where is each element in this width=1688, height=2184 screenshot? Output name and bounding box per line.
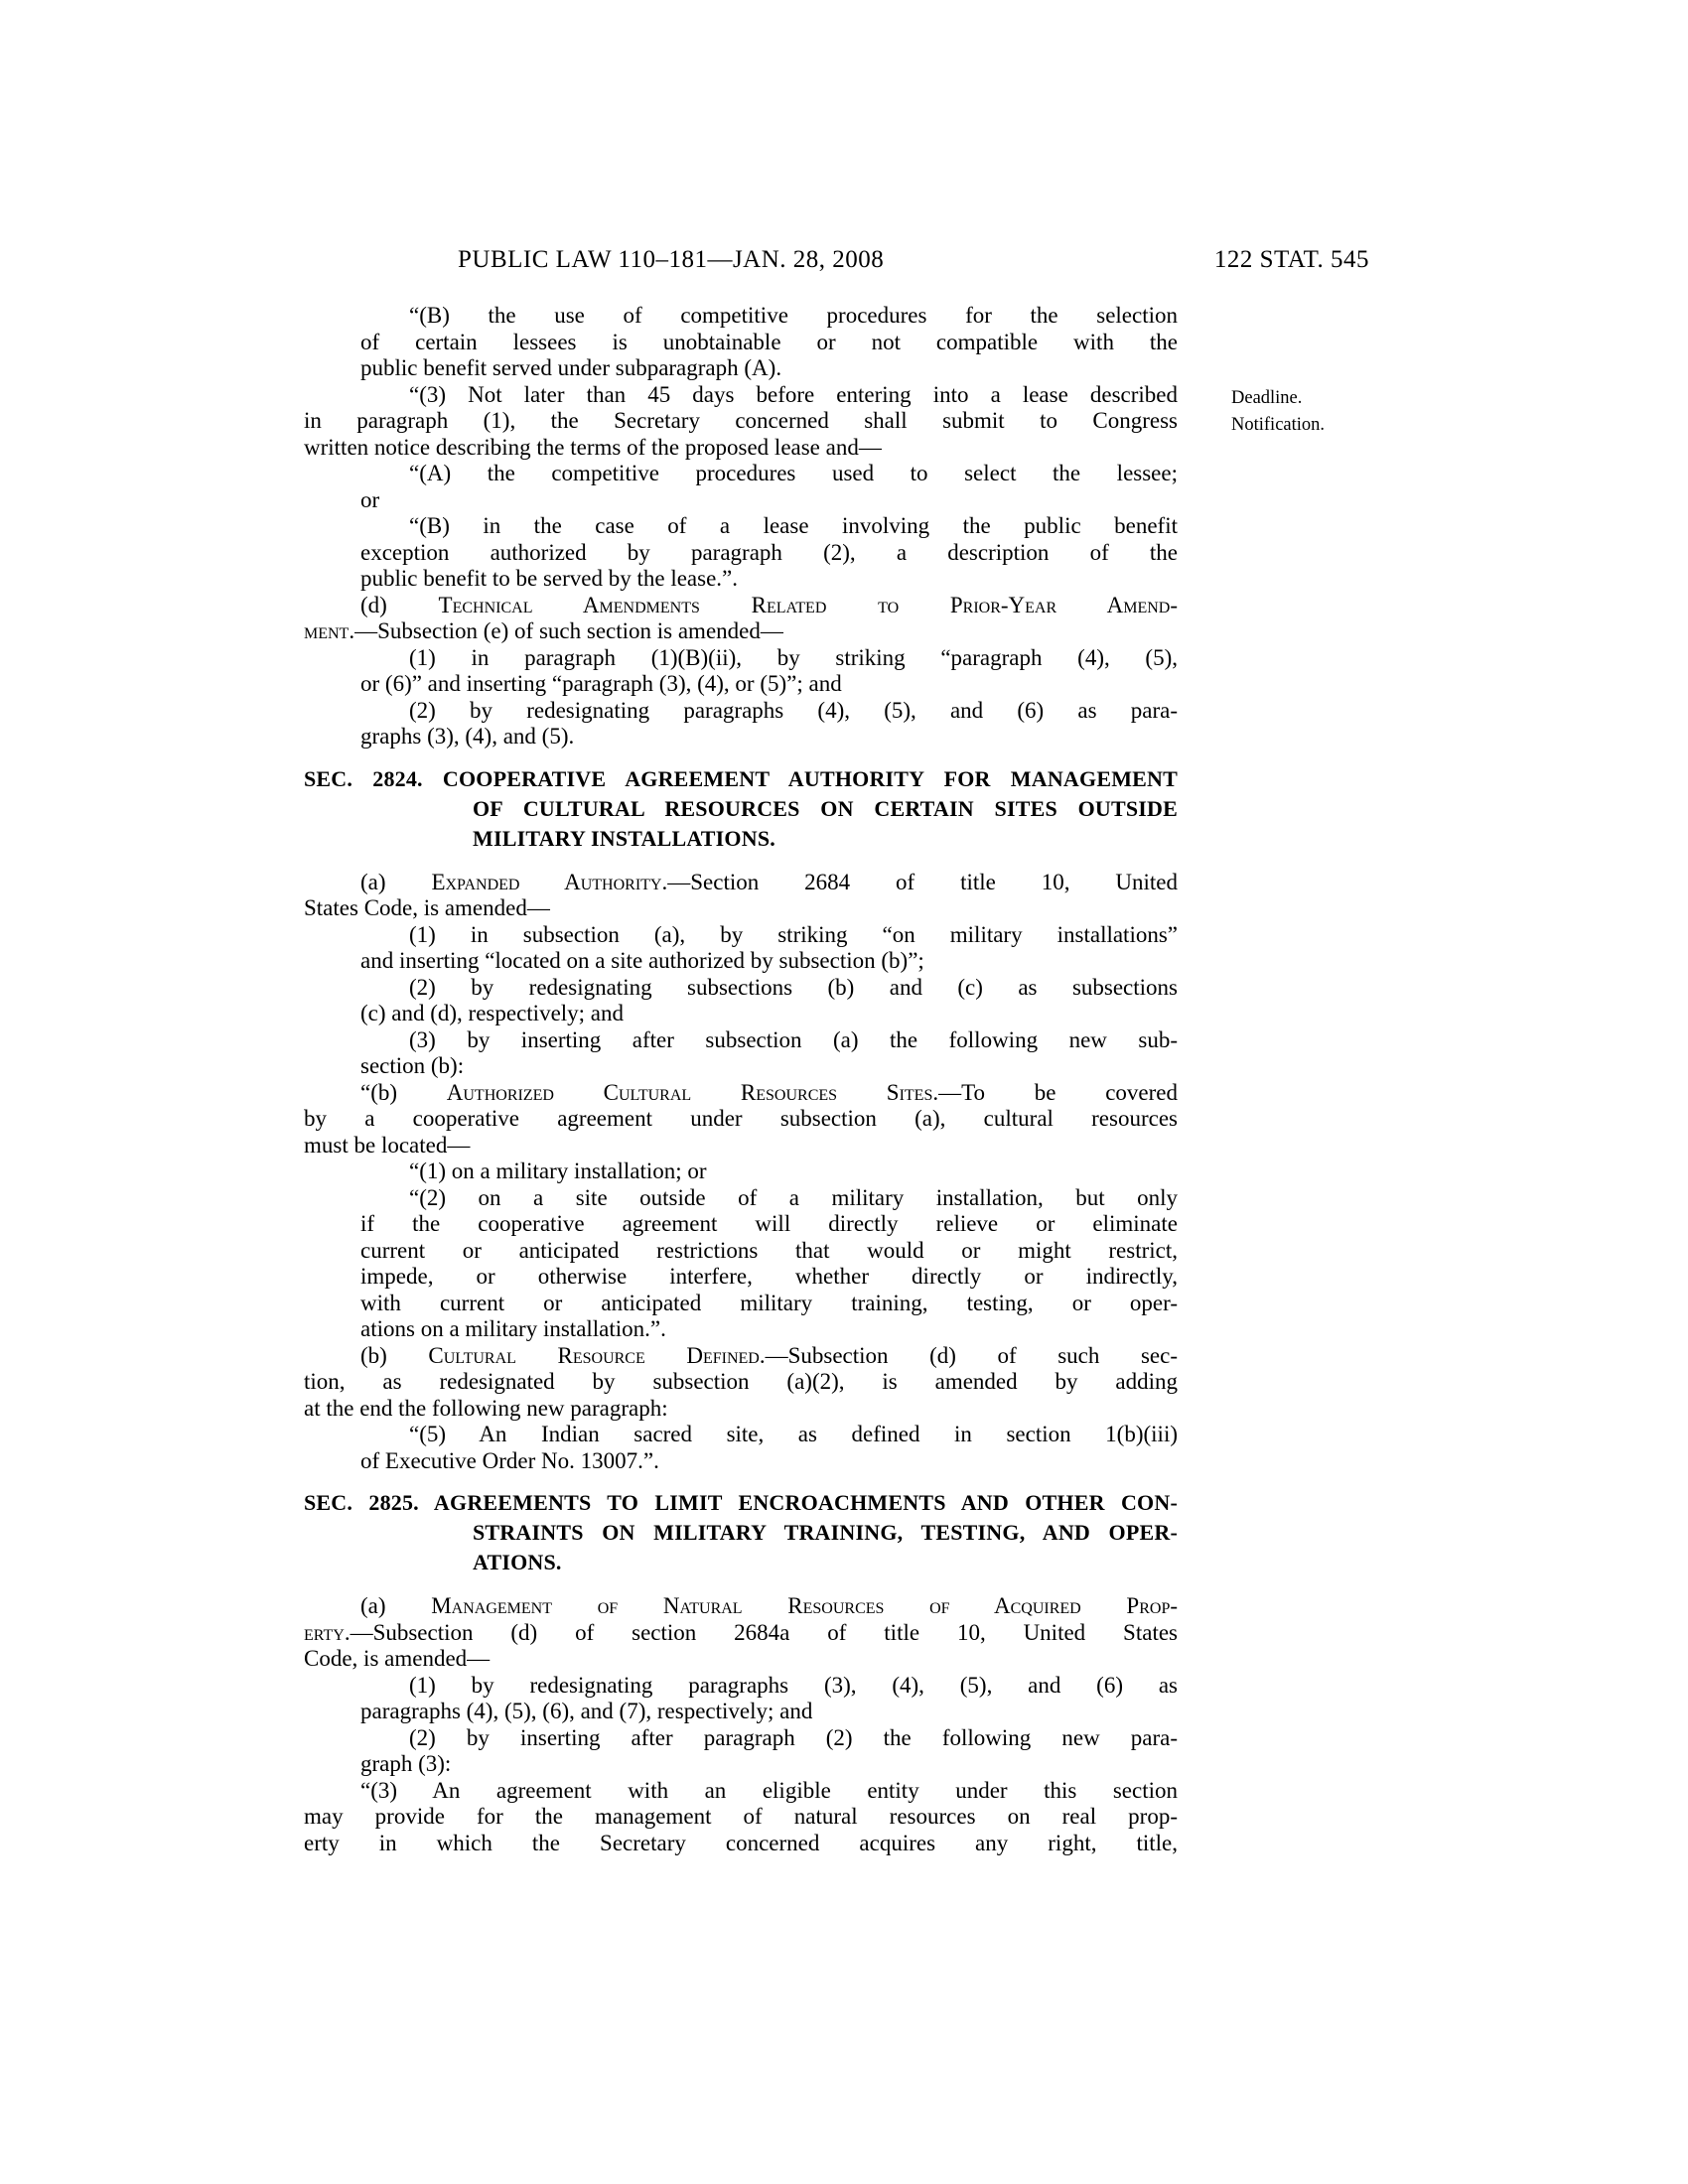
section-heading-line [304, 824, 1178, 854]
text-segment: .—To be covered [932, 1079, 1178, 1105]
text-segment: of Executive Order No. 13007.”. [360, 1447, 659, 1473]
statute-text-line [304, 1211, 1178, 1238]
statute-text-line [304, 1593, 1178, 1620]
text-segment: with current or anticipated military training, testing, or oper- [360, 1290, 1178, 1315]
statute-text-line [304, 1080, 1178, 1107]
statute-text-line [304, 1264, 1178, 1291]
text-segment: or (6)” and inserting “paragraph (3), (4), or (5)”; and [360, 671, 842, 696]
text-segment: (d) [360, 592, 439, 617]
text-segment: graph (3): [360, 1751, 452, 1776]
text-segment: graphs (3), (4), and (5). [360, 724, 575, 749]
statute-text-line [304, 330, 1178, 356]
text-segment: (a) [360, 1593, 432, 1618]
section-heading-line [304, 1548, 1178, 1577]
statute-text-line [304, 922, 1178, 949]
statute-text-line [304, 355, 1178, 382]
statute-text-line [304, 382, 1178, 409]
text-segment: (2) by inserting after paragraph (2) the following new para- [409, 1724, 1178, 1750]
text-segment: ations on a military installation.”. [360, 1316, 666, 1341]
margin-note-notification: Notification. [1231, 414, 1326, 435]
text-segment: “(B) the use of competitive procedures for the selection [409, 303, 1178, 328]
statute-text-line [304, 303, 1178, 330]
text-segment: at the end the following new paragraph: [304, 1395, 668, 1421]
text-segment: exception authorized by paragraph (2), a description of the [360, 539, 1178, 565]
running-header-law-title: PUBLIC LAW 110–181—JAN. 28, 2008 [458, 246, 885, 273]
section-heading-line [304, 1488, 1178, 1518]
text-segment: States Code, is amended— [304, 895, 550, 920]
statute-text-line [304, 513, 1178, 540]
small-caps-text: Management of Natural Resources of Acquired Prop- [431, 1593, 1178, 1618]
text-segment: public benefit to be served by the lease.”. [360, 566, 738, 591]
text-segment: Code, is amended— [304, 1646, 491, 1671]
statute-text-line [304, 1673, 1178, 1700]
text-segment: Subsection (e) of such section is amended— [377, 618, 783, 643]
statute-text-line [304, 1831, 1178, 1857]
statute-text-line [304, 1185, 1178, 1212]
text-segment: .—Subsection (d) of section 2684a of title 10, United States [344, 1619, 1178, 1645]
statute-text-line [304, 1620, 1178, 1647]
text-segment: SEC. 2824. COOPERATIVE AGREEMENT AUTHORITY FOR MANAGEMENT [304, 765, 1178, 791]
statute-text-line [304, 487, 1178, 514]
statute-text-line [304, 566, 1178, 593]
text-segment: tion, as redesignated by subsection (a)(2), is amended by adding [304, 1369, 1178, 1394]
text-segment: “(b) [360, 1079, 447, 1105]
statute-text-line [304, 1396, 1178, 1423]
statute-text-line [304, 1422, 1178, 1448]
statute-text-line [304, 645, 1178, 672]
text-segment: current or anticipated restrictions that would or might restrict, [360, 1237, 1178, 1263]
text-segment: STRAINTS ON MILITARY TRAINING, TESTING, AND OPER- [473, 1520, 1178, 1545]
text-segment: SEC. 2825. AGREEMENTS TO LIMIT ENCROACHMENTS AND OTHER CON- [304, 1490, 1178, 1515]
statute-text-line [304, 1699, 1178, 1725]
document-body [304, 303, 1178, 1856]
statute-text-line [304, 1369, 1178, 1396]
margin-note-deadline: Deadline. [1231, 388, 1303, 408]
text-segment: .—Subsection (d) of such sec- [759, 1342, 1178, 1368]
text-segment: written notice describing the terms of the proposed lease and— [304, 434, 882, 460]
statute-text-line [304, 975, 1178, 1002]
text-segment: in paragraph (1), the Secretary concerned shall submit to Congress [304, 408, 1178, 433]
statute-text-line [304, 948, 1178, 975]
statute-text-line [304, 671, 1178, 698]
text-segment: (1) in paragraph (1)(B)(ii), by striking “paragraph (4), (5), [409, 644, 1178, 670]
text-segment: MILITARY INSTALLATIONS. [473, 825, 775, 851]
statute-text-line [304, 1751, 1178, 1778]
text-segment: (1) in subsection (a), by striking “on military installations” [409, 921, 1178, 947]
text-segment: by a cooperative agreement under subsection (a), cultural resources [304, 1106, 1178, 1131]
text-segment: (3) by inserting after subsection (a) the following new sub- [409, 1026, 1178, 1052]
statute-text-line [304, 698, 1178, 725]
text-segment: “(2) on a site outside of a military installation, but only [409, 1184, 1178, 1210]
text-segment: ATIONS. [473, 1550, 562, 1574]
running-header [458, 246, 1369, 274]
statute-text-line [304, 895, 1178, 922]
statute-text-line [304, 1133, 1178, 1160]
statute-text-line [304, 1448, 1178, 1475]
statute-text-line [304, 1778, 1178, 1805]
small-caps-text: Expanded Authority [431, 869, 662, 894]
text-segment: “(3) An agreement with an eligible entity under this section [360, 1777, 1178, 1803]
text-segment: “(3) Not later than 45 days before entering into a lease described [409, 381, 1178, 407]
statute-text-line [304, 1053, 1178, 1080]
text-segment: (2) by redesignating subsections (b) and (c) as subsections [409, 974, 1178, 1000]
text-segment: OF CULTURAL RESOURCES ON CERTAIN SITES OUTSIDE [473, 795, 1178, 821]
text-segment: “(1) on a military installation; or [409, 1159, 707, 1183]
text-segment: paragraphs (4), (5), (6), and (7), respectively; and [360, 1699, 813, 1723]
small-caps-text: ment.— [304, 618, 378, 643]
text-segment: (a) [360, 869, 432, 894]
statute-text-line [304, 1725, 1178, 1752]
statute-text-line [304, 1316, 1178, 1343]
text-segment: (2) by redesignating paragraphs (4), (5), and (6) as para- [409, 697, 1178, 723]
text-segment: (1) by redesignating paragraphs (3), (4), (5), and (6) as [409, 1672, 1178, 1698]
text-segment: and inserting “located on a site authorized by subsection (b)”; [360, 948, 924, 973]
text-segment: (b) [360, 1342, 429, 1368]
statute-text-line [304, 435, 1178, 462]
statute-text-line [304, 1291, 1178, 1317]
section-heading-line [304, 794, 1178, 824]
statute-text-line [304, 1646, 1178, 1673]
text-segment: impede, or otherwise interfere, whether directly or indirectly, [360, 1264, 1178, 1289]
statute-text-line [304, 540, 1178, 567]
text-segment: erty in which the Secretary concerned acquires any right, title, [304, 1830, 1178, 1855]
statute-text-line [304, 870, 1178, 896]
statute-text-line [304, 408, 1178, 435]
text-segment: of certain lessees is unobtainable or not compatible with the [360, 329, 1178, 354]
text-segment: (c) and (d), respectively; and [360, 1001, 625, 1025]
statute-text-line [304, 1106, 1178, 1133]
text-segment: “(A) the competitive procedures used to select the lessee; [409, 461, 1178, 485]
text-segment: “(B) in the case of a lease involving the public benefit [409, 513, 1178, 538]
statute-text-line [304, 724, 1178, 751]
small-caps-text: Authorized Cultural Resources Sites [446, 1079, 933, 1105]
statute-text-line [304, 1027, 1178, 1054]
text-segment: may provide for the management of natural resources on real prop- [304, 1804, 1178, 1829]
statute-text-line [304, 461, 1178, 487]
running-header-stat-page: 122 STAT. 545 [1213, 246, 1369, 273]
text-segment: or [360, 486, 380, 512]
small-caps-text: erty [304, 1619, 345, 1645]
text-segment: “(5) An Indian sacred site, as defined in section 1(b)(iii) [409, 1422, 1178, 1446]
text-segment: section (b): [360, 1053, 465, 1078]
small-caps-text: Cultural Resource Defined [428, 1342, 760, 1368]
statute-text-line [304, 1001, 1178, 1027]
section-heading-line [304, 1518, 1178, 1548]
statute-text-line [304, 618, 1178, 645]
section-heading-line [304, 764, 1178, 794]
text-segment: public benefit served under subparagraph (A). [360, 355, 782, 380]
statute-text-line [304, 1804, 1178, 1831]
statute-text-line [304, 1343, 1178, 1370]
statute-text-line [304, 1238, 1178, 1265]
statute-text-line [304, 1159, 1178, 1185]
small-caps-text: Technical Amendments Related to Prior-Year Amend- [438, 592, 1178, 617]
text-segment: if the cooperative agreement will directly relieve or eliminate [360, 1211, 1178, 1236]
margin-notes [1231, 385, 1325, 438]
text-segment: .—Section 2684 of title 10, United [661, 869, 1179, 894]
statute-text-line [304, 593, 1178, 619]
text-segment: must be located— [304, 1132, 471, 1158]
